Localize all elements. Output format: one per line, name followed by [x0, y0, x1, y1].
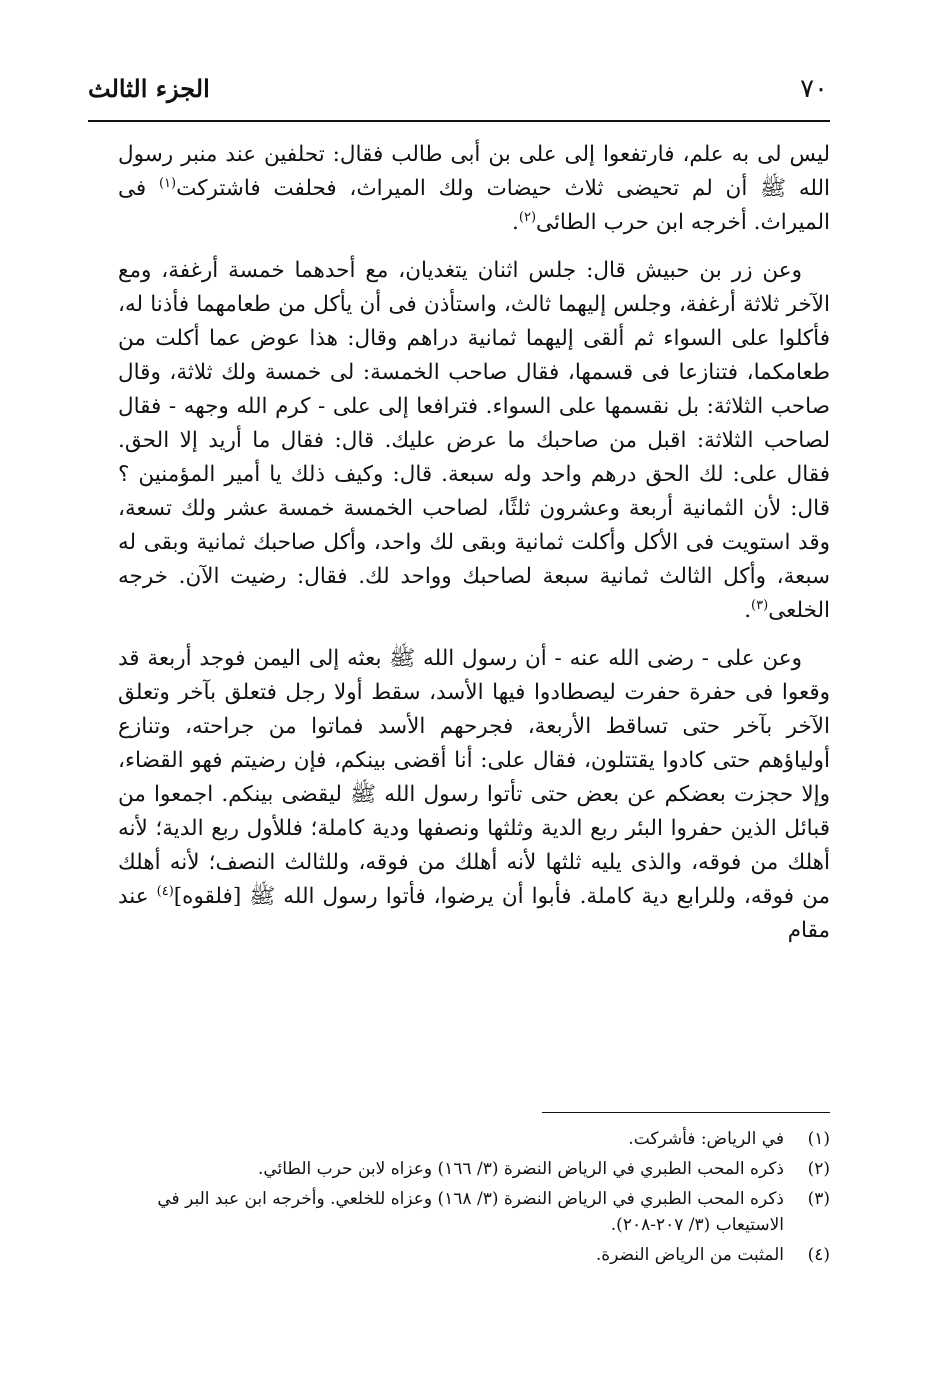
footnote-number: (٢) — [807, 1159, 830, 1179]
footnote-text: ذكره المحب الطبري في الرياض النضرة (٣/ ١٦٦) وعزاه لابن حرب الطائي. — [257, 1159, 784, 1179]
footnote-ref: (١) — [158, 175, 177, 191]
footnote-number: (٣) — [807, 1189, 830, 1209]
footnote — [118, 1242, 830, 1268]
footnote-ref: (٤) — [156, 883, 174, 899]
footnote-number: (٤) — [807, 1245, 830, 1265]
header-rule — [88, 120, 830, 122]
footnote-ref: (٣) — [751, 597, 769, 613]
footnote — [118, 1186, 830, 1238]
footnote-text: المثبت من الرياض النضرة. — [595, 1245, 784, 1265]
main-text — [118, 138, 830, 962]
footnote-separator — [542, 1112, 830, 1113]
paragraph: وعن زر بن حبيش قال: جلس اثنان يتغديان، مع أحدهما خمسة أرغفة، ومع الآخر ثلاثة أرغفة، وجلس إليهما ثالث، واستأذن فى أن يأكل من طعامهما فأذنا له، فأكلوا على السواء ثم ألقى إليهما ثمانية دراهم وقال: هذا عوض عما أكلت من طعامكما، فتنازعا فى قسمها، فقال صاحب الخمسة: لى خمسة ولك ثلاثة، وقال صاحب الثلاثة: بل نقسمها على السواء. فترافعا إلى على - كرم الله وجهه - فقال لصاحب الثلاثة: اقبل من صاحبك ما عرض عليك. قال: فقال ما أريد إلا الحق. فقال على: لك الحق درهم واحد وله سبعة. قال: وكيف ذلك يا أمير المؤمنين ؟ قال: لأن الثمانية أربعة وعشرون ثلثًا، لصاحب الخمسة خمسة عشر ولك تسعة، وقد استويت فى الأكل وأكلت ثمانية وبقى لك واحد، وأكل صاحبك ثمانية وبقى له سبعة، وأكل الثالث ثمانية سبعة لصاحبك وواحد لك. فقال: رضيت الآن. خرجه الخلعى$^{(٣)}$. — [118, 258, 830, 623]
page-header — [88, 70, 828, 110]
footnote-ref: (٢) — [518, 209, 537, 225]
footnote — [118, 1126, 830, 1152]
running-title: الجزء الثالث — [88, 74, 210, 103]
footnote — [118, 1156, 830, 1182]
page-number: ٧٠ — [800, 74, 828, 104]
footnotes — [118, 1126, 830, 1272]
paragraph: وعن على - رضى الله عنه - أن رسول الله ﷺ بعثه إلى اليمن فوجد أربعة قد وقعوا فى حفرة حفرت ليصطادوا فيها الأسد، سقط أولا رجل فتعلق بآخر وتعلق الآخر بآخر حتى تساقط الأربعة، فجرحهم الأسد فماتوا من جراحته، وتنازع أولياؤهم حتى كادوا يقتتلون، فقال على: أنا أقضى بينكم، فإن رضيتم فهو القضاء، وإلا حجزت بعضكم عن بعض حتى تأتوا رسول الله ﷺ ليقضى بينكم. اجمعوا من قبائل الذين حفروا البئر ربع الدية وثلثها ونصفها ودية كاملة؛ فللأول ربع الدية؛ لأنه أهلك من فوقه، والذى يليه ثلثها لأنه أهلك من فوقه، وللثالث النصف؛ لأنه أهلك من فوقه، وللرابع دية كاملة. فأبوا أن يرضوا، فأتوا رسول الله ﷺ [فلقوه]$^{(٤)}$ عند مقام — [118, 646, 830, 943]
footnote-text: ذكره المحب الطبري في الرياض النضرة (٣/ ١٦٨) وعزاه للخلعي. وأخرجه ابن عبد البر في الاستيعاب (٣/ ٢٠٧-٢٠٨). — [157, 1189, 784, 1235]
footnote-text: في الرياض: فأشركت. — [628, 1129, 784, 1149]
paragraph: ليس لى به علم، فارتفعوا إلى على بن أبى طالب فقال: تحلفين عند منبر رسول الله ﷺ أن لم تحيضى ثلاث حيضات ولك الميراث، فحلفت فاشتركت$^{(١)}$ فى الميراث. أخرجه ابن حرب الطائى$^{(٢)}$. — [118, 142, 830, 235]
footnote-number: (١) — [807, 1129, 830, 1149]
